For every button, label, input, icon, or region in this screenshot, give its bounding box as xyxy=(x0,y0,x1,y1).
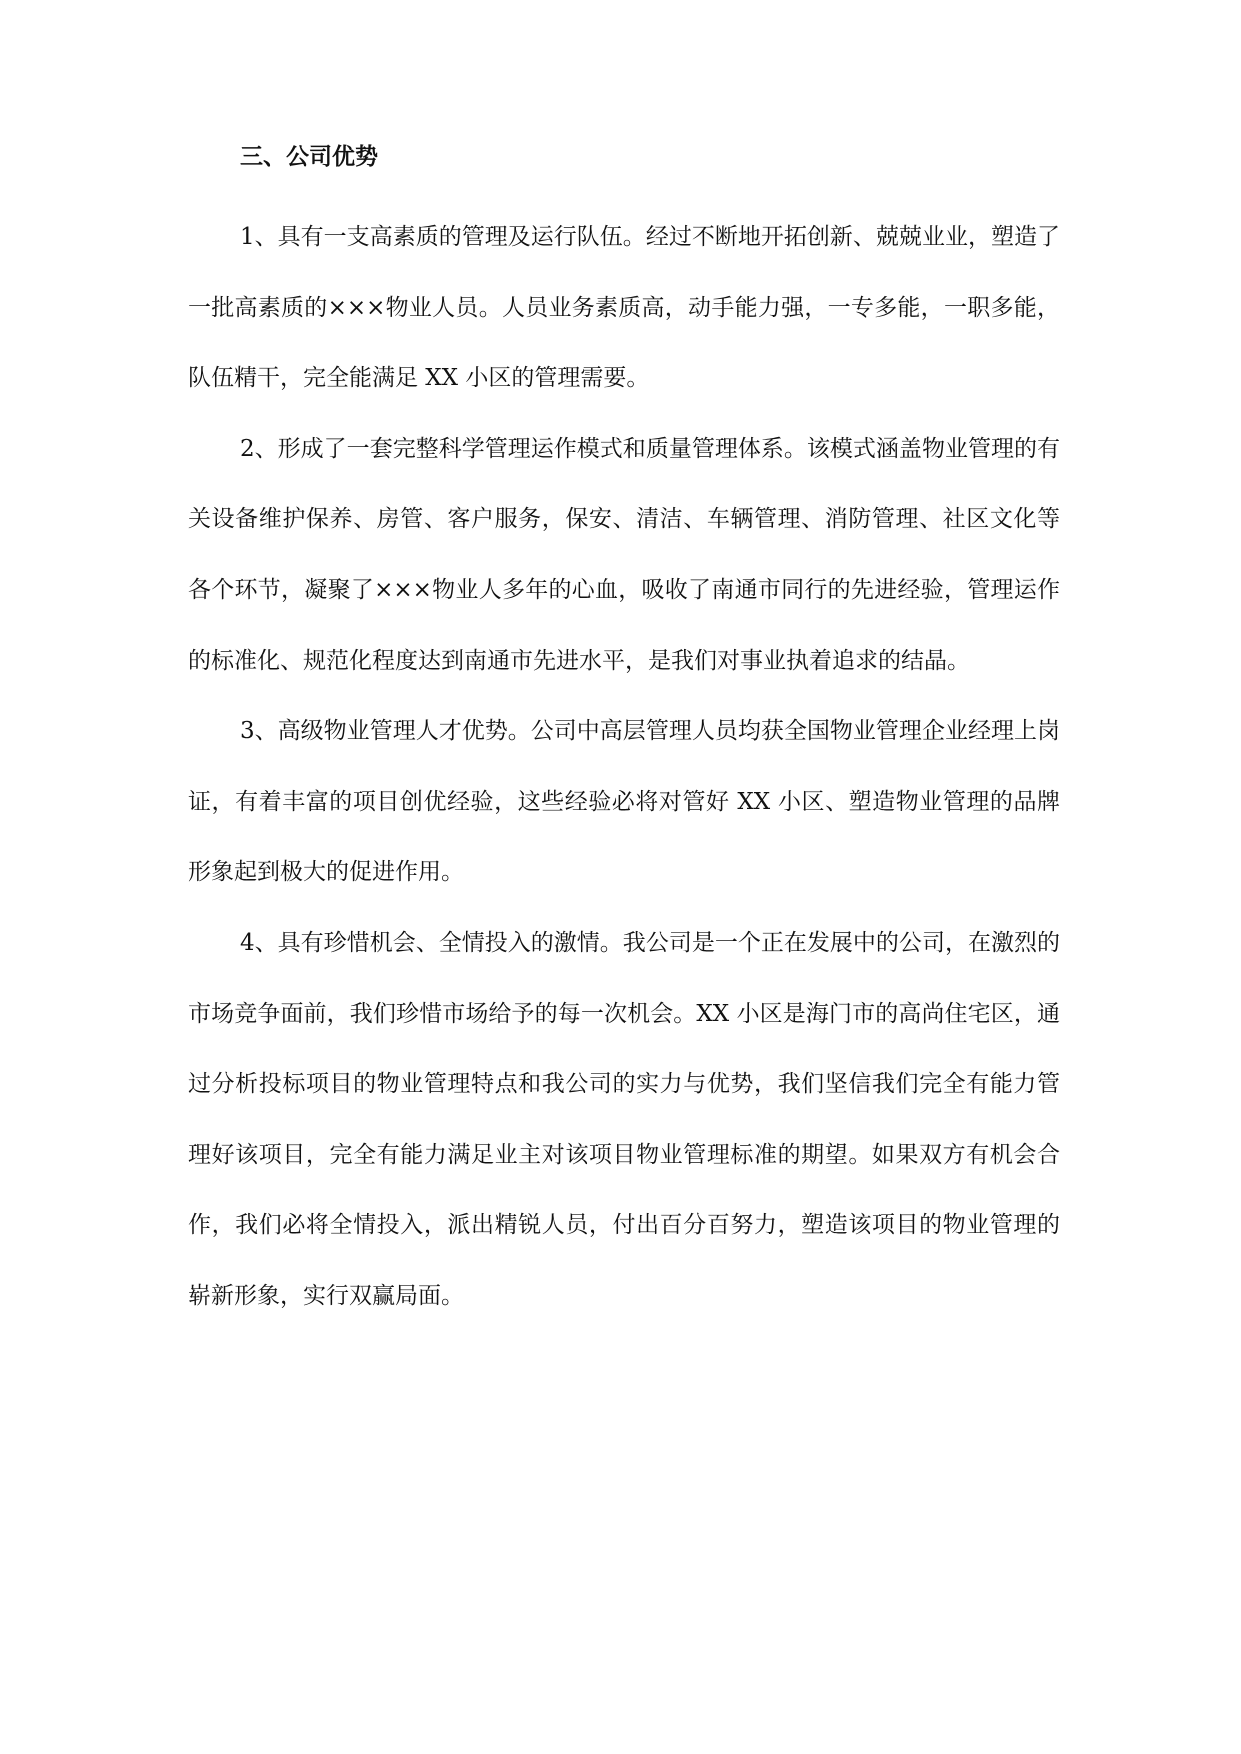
section-heading: 三、公司优势 xyxy=(240,144,378,170)
paragraph-1: 1、具有一支高素质的管理及运行队伍。经过不断地开拓创新、兢兢业业，塑造了一批高素质的×××物业人员。人员业务素质高，动手能力强，一专多能，一职多能，队伍精干，完全能满足 XX 小区的管理需要。 xyxy=(188,224,1060,392)
document-body xyxy=(188,140,1060,1332)
paragraph-3: 3、高级物业管理人才优势。公司中高层管理人员均获全国物业管理企业经理上岗证，有着丰富的项目创优经验，这些经验必将对管好 XX 小区、塑造物业管理的品牌形象起到极大的促进作用。 xyxy=(188,718,1060,886)
paragraph-4: 4、具有珍惜机会、全情投入的激情。我公司是一个正在发展中的公司，在激烈的市场竞争面前，我们珍惜市场给予的每一次机会。XX 小区是海门市的高尚住宅区，通过分析投标项目的物业管理特点和我公司的实力与优势，我们坚信我们完全有能力管理好该项目，完全有能力满足业主对该项目物业管理标准的期望。如果双方有机会合作，我们必将全情投入，派出精锐人员，付出百分百努力，塑造该项目的物业管理的崭新形象，实行双赢局面。 xyxy=(188,929,1060,1309)
paragraph-2: 2、形成了一套完整科学管理运作模式和质量管理体系。该模式涵盖物业管理的有关设备维护保养、房管、客户服务，保安、清洁、车辆管理、消防管理、社区文化等各个环节，凝聚了×××物业人多年的心血，吸收了南通市同行的先进经验，管理运作的标准化、规范化程度达到南通市先进水平，是我们对事业执着追求的结晶。 xyxy=(188,435,1060,674)
